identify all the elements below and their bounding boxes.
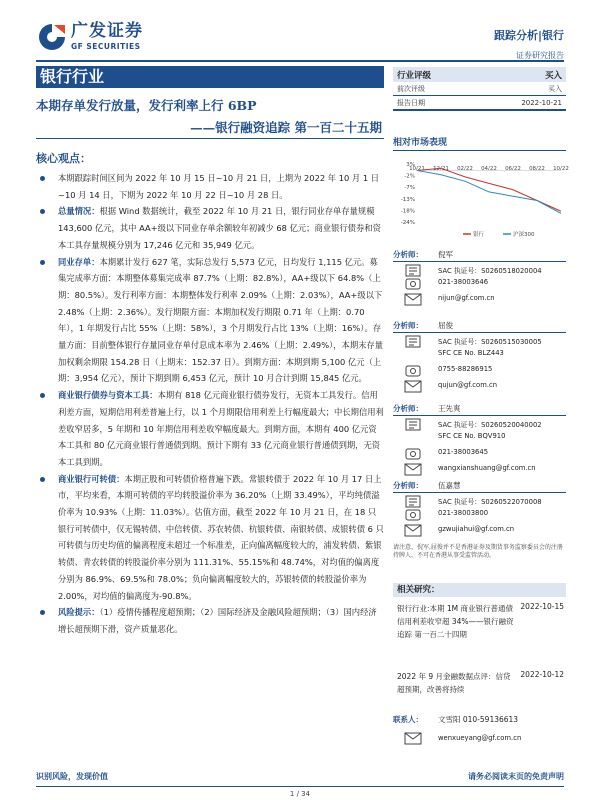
- series-line: [417, 170, 561, 213]
- title-divider: [36, 138, 384, 139]
- previous-rating-value: 买入: [548, 84, 562, 93]
- x-tick-label: 04/22: [481, 166, 497, 172]
- x-tick-label: 06/22: [505, 166, 521, 172]
- email-icon: [404, 732, 422, 745]
- header-divider: [36, 60, 564, 62]
- bullet-dot-icon: [40, 610, 45, 615]
- analyst-email[interactable]: wangxianshuang@gf.com.cn: [438, 464, 536, 472]
- analyst-divider: [393, 492, 566, 493]
- core-heading: 核心观点：: [36, 152, 91, 165]
- page-number: 1 / 34: [289, 790, 311, 798]
- bullet-item: [40, 170, 384, 203]
- y-tick-label: -7%: [404, 185, 415, 192]
- company-logo: [37, 22, 143, 52]
- email-icon: [404, 524, 422, 537]
- analyst-email[interactable]: qujun@gf.com.cn: [438, 381, 498, 389]
- bullet-heading: 商业银行可转债：: [58, 473, 125, 484]
- analyst-divider: [393, 332, 566, 333]
- x-tick-label: 08/22: [529, 166, 545, 172]
- certificate-icon: [404, 264, 422, 277]
- related-item[interactable]: 银行行业:本期 1M 商业银行普通债信用利差收窄超 34%——银行融资追踪 第一百二十四期: [397, 604, 514, 639]
- relative-performance-chart: [393, 158, 569, 240]
- analyst-label: 分析师：: [393, 404, 423, 413]
- bullet-item: [40, 254, 384, 388]
- related-date: 2022-10-15: [520, 602, 564, 611]
- report-subtitle: ——银行融资追踪 第一百二十五期: [190, 120, 382, 135]
- report-date-label: 报告日期: [397, 99, 425, 107]
- bullet-item: [40, 471, 384, 605]
- email-icon: [404, 293, 422, 306]
- email-icon: [404, 380, 422, 393]
- footer-slogan: 识别风险，发现价值: [36, 772, 108, 781]
- email-icon: [404, 463, 422, 476]
- bullet-dot-icon: [40, 209, 45, 214]
- bullet-dot-icon: [40, 477, 45, 482]
- doc-type: 证券研究报告: [516, 51, 564, 60]
- certificate-icon: [404, 335, 422, 348]
- x-tick-label: 10/22: [553, 166, 569, 172]
- analyst-name: 伍嘉慧: [438, 481, 461, 490]
- y-tick-label: -2%: [404, 173, 415, 180]
- industry-banner: 银行行业: [36, 66, 384, 88]
- x-tick-label: 10/21: [409, 166, 425, 172]
- legend-label: 银行: [473, 232, 485, 238]
- contact-name: 文雪阳 010-59136613: [438, 715, 519, 724]
- bullet-text: 本期正股和可转债价格普遍下跌。常银转债于 2022 年 10 月 17 日上市，平均来看，本期可转债的平均转股溢价率为 36.20%（上期 33.49%），平均纯债溢价率为 10.93%（上期：11.03%）。估值方面，截至 2022 年 10 月 21 日，在 18 只银行可转债中，仅无锡转债、中信转债、苏农转债、杭银转债、南银转债、成银转债 6 只可转债与历史均值的偏离程度未超过一个标准差，正向偏离幅度较大的，浦发转债、紫银转债、青农转债的转股溢价率分别为 111.31%、55.15%和 48.74%，对均值的偏离度分别为 86.9%、69.5%和 78.0%；负向偏离幅度较大的，苏银转债的转股溢价率为 2.00%，对均值的偏离度为-90.8%。: [58, 473, 384, 601]
- analyst-phone: 021-38003645: [438, 448, 489, 456]
- analyst-sfc-id: SFC CE No. BQV910: [438, 432, 506, 440]
- analyst-name: 王先爽: [438, 404, 461, 413]
- certificate-icon: [404, 495, 422, 508]
- bullet-text: （1）疫情传播程度超预期；（2）国际经济及金融风险超预期；（3）国内经济增长超预期下滑，资产质量恶化。: [58, 607, 377, 634]
- analyst-label: 分析师：: [393, 250, 423, 259]
- related-date: 2022-10-12: [520, 670, 564, 679]
- bullet-text: 根据 Wind 数据统计，截至 2022 年 10 月 21 日，银行同业存单存量规模 143,600 亿元，其中 AA+级以下同业存单余额较年初减少 68 亿元；商业银行债券和资本工具存量规模分别为 17,246 亿元和 35,949 亿元。: [58, 206, 381, 250]
- bullet-dot-icon: [40, 260, 45, 265]
- analyst-sac-id: SAC 执证号：S0260522070008: [438, 498, 542, 506]
- bullet-dot-icon: [40, 393, 45, 398]
- analyst-email[interactable]: nijun@gf.com.cn: [438, 294, 495, 302]
- analyst-phone: 021-38003646: [438, 278, 489, 286]
- report-date-row: [393, 97, 566, 111]
- bullet-heading: 总量情况：: [58, 206, 100, 217]
- x-tick-label: 12/21: [433, 166, 449, 172]
- related-heading: 相关研究：: [393, 583, 566, 597]
- analyst-phone: 0755-88286915: [438, 365, 493, 373]
- analyst-sac-id: SAC 执证号：S0260518020004: [438, 267, 542, 275]
- previous-rating-label: 前次评级: [397, 84, 425, 93]
- previous-rating-row: [393, 82, 566, 96]
- bullet-text: 本期有 818 亿元商业银行债券发行，无资本工具发行。信用利差方面，短期信用利差普遍上行，以 1 个月期限信用利差上行幅度最大；中长期信用利差收窄居多，5 年期和 10 年期信用利差收窄幅度最大。到期方面，本期有 400 亿元资本工具和 80 亿元商业银行普通债到期。预计下期有 33 亿元商业银行普通债到期，无资本工具到期。: [58, 390, 384, 467]
- analyst-label: 分析师：: [393, 321, 423, 330]
- analyst-name: 屈俊: [438, 321, 453, 330]
- bullet-heading: 同业存单：: [58, 256, 100, 267]
- rating-header: [393, 67, 566, 82]
- gf-logo-icon: [37, 22, 67, 52]
- bullet-text: 本期累计发行 627 笔，实际总发行 5,573 亿元，日均发行 1,115 亿元。募集完成率方面：本期整体募集完成率 87.7%（上期：82.8%），AA+级以下 64.8%（上期：80.5%）。发行利率方面：本期整体发行利率 2.09%（上期：2.03%），AA+级以下 2.48%（上期：2.36%）。发行期限方面：本期加权发行期限 0.71 年（上期：0.70 年），1 年期发行占比 55%（上期：58%），3 个月期发行占比 13%（上期：16%）。存量方面：目前整体银行存量同业存单付息成本率为 2.46%（上期：2.49%），本期末存量加权剩余期限 154.28 日（上期末：152.37 日）。到期方面：本期到期 5,100 亿元（上期：3,954 亿元），预计下期到期 6,453 亿元，预计 10 月合计到期 15,845 亿元。: [58, 256, 384, 384]
- y-tick-label: -24%: [400, 220, 415, 226]
- y-tick-label: -18%: [400, 208, 415, 215]
- analyst-sfc-id: SFC CE No. BLZ443: [438, 349, 504, 357]
- bullet-heading: 商业银行债券与资本工具：: [58, 390, 158, 401]
- phone-icon: [404, 508, 422, 521]
- analyst-divider: [393, 261, 566, 262]
- analyst-divider: [393, 415, 566, 416]
- bullet-text: 本期跟踪时间区间为 2022 年 10 月 15 日~10 月 21 日，上期为 2022 年 10 月 1 日~10 月 14 日，下期为 2022 年 10 月 22 日~10 月 28 日。: [58, 173, 380, 200]
- x-tick-label: 02/22: [457, 166, 473, 172]
- report-category: 跟踪分析|银行: [493, 29, 564, 42]
- related-item[interactable]: 2022 年 9 月金融数据点评：信贷超预期，改善将持续: [397, 672, 511, 694]
- y-tick-label: -13%: [400, 196, 415, 203]
- bullet-dot-icon: [40, 176, 45, 181]
- header-right: [494, 27, 564, 61]
- phone-icon: [404, 277, 422, 290]
- certificate-icon: [404, 418, 422, 431]
- bullet-item: [40, 203, 384, 253]
- report-date-value: 2022-10-21: [521, 99, 562, 107]
- performance-title: 相对市场表现: [393, 135, 566, 151]
- bullet-item: [40, 387, 384, 471]
- footer-divider: [36, 786, 564, 787]
- analyst-sac-id: SAC 执证号：S0260520040002: [438, 421, 542, 429]
- compliance-note: 请注意，倪军,屈俊并不是香港证券及期货事务监察委员会的注册持牌人，不可在香港从事受监管活动。: [393, 544, 563, 559]
- analyst-phone: 021-38003800: [438, 509, 489, 517]
- key-points: [40, 170, 384, 638]
- analyst-label: 分析师：: [393, 481, 423, 490]
- phone-icon: [404, 447, 422, 460]
- report-title: 本期存单发行放量，发行利率上行 6BP: [36, 98, 257, 113]
- legend-label: 沪深300: [513, 232, 535, 238]
- rating-value: 买入: [544, 70, 562, 81]
- bullet-item: [40, 604, 384, 637]
- contact-label: 联系人：: [393, 715, 423, 724]
- footer-disclaimer[interactable]: 请务必阅读末页的免责声明: [468, 772, 564, 781]
- analyst-email[interactable]: gzwujiahui@gf.com.cn: [438, 525, 515, 533]
- y-tick-label: 3%: [406, 162, 415, 168]
- analyst-name: 倪军: [438, 250, 453, 259]
- rating-label: 行业评级: [397, 70, 432, 81]
- phone-icon: [404, 364, 422, 377]
- contact-email[interactable]: wenxueyang@gf.com.cn: [438, 734, 522, 742]
- logo-cn: 广发证券: [71, 21, 143, 42]
- logo-en: GF SECURITIES: [71, 42, 141, 52]
- bullet-heading: 风险提示：: [58, 607, 100, 618]
- analyst-sac-id: SAC 执证号：S0260515030005: [438, 338, 542, 346]
